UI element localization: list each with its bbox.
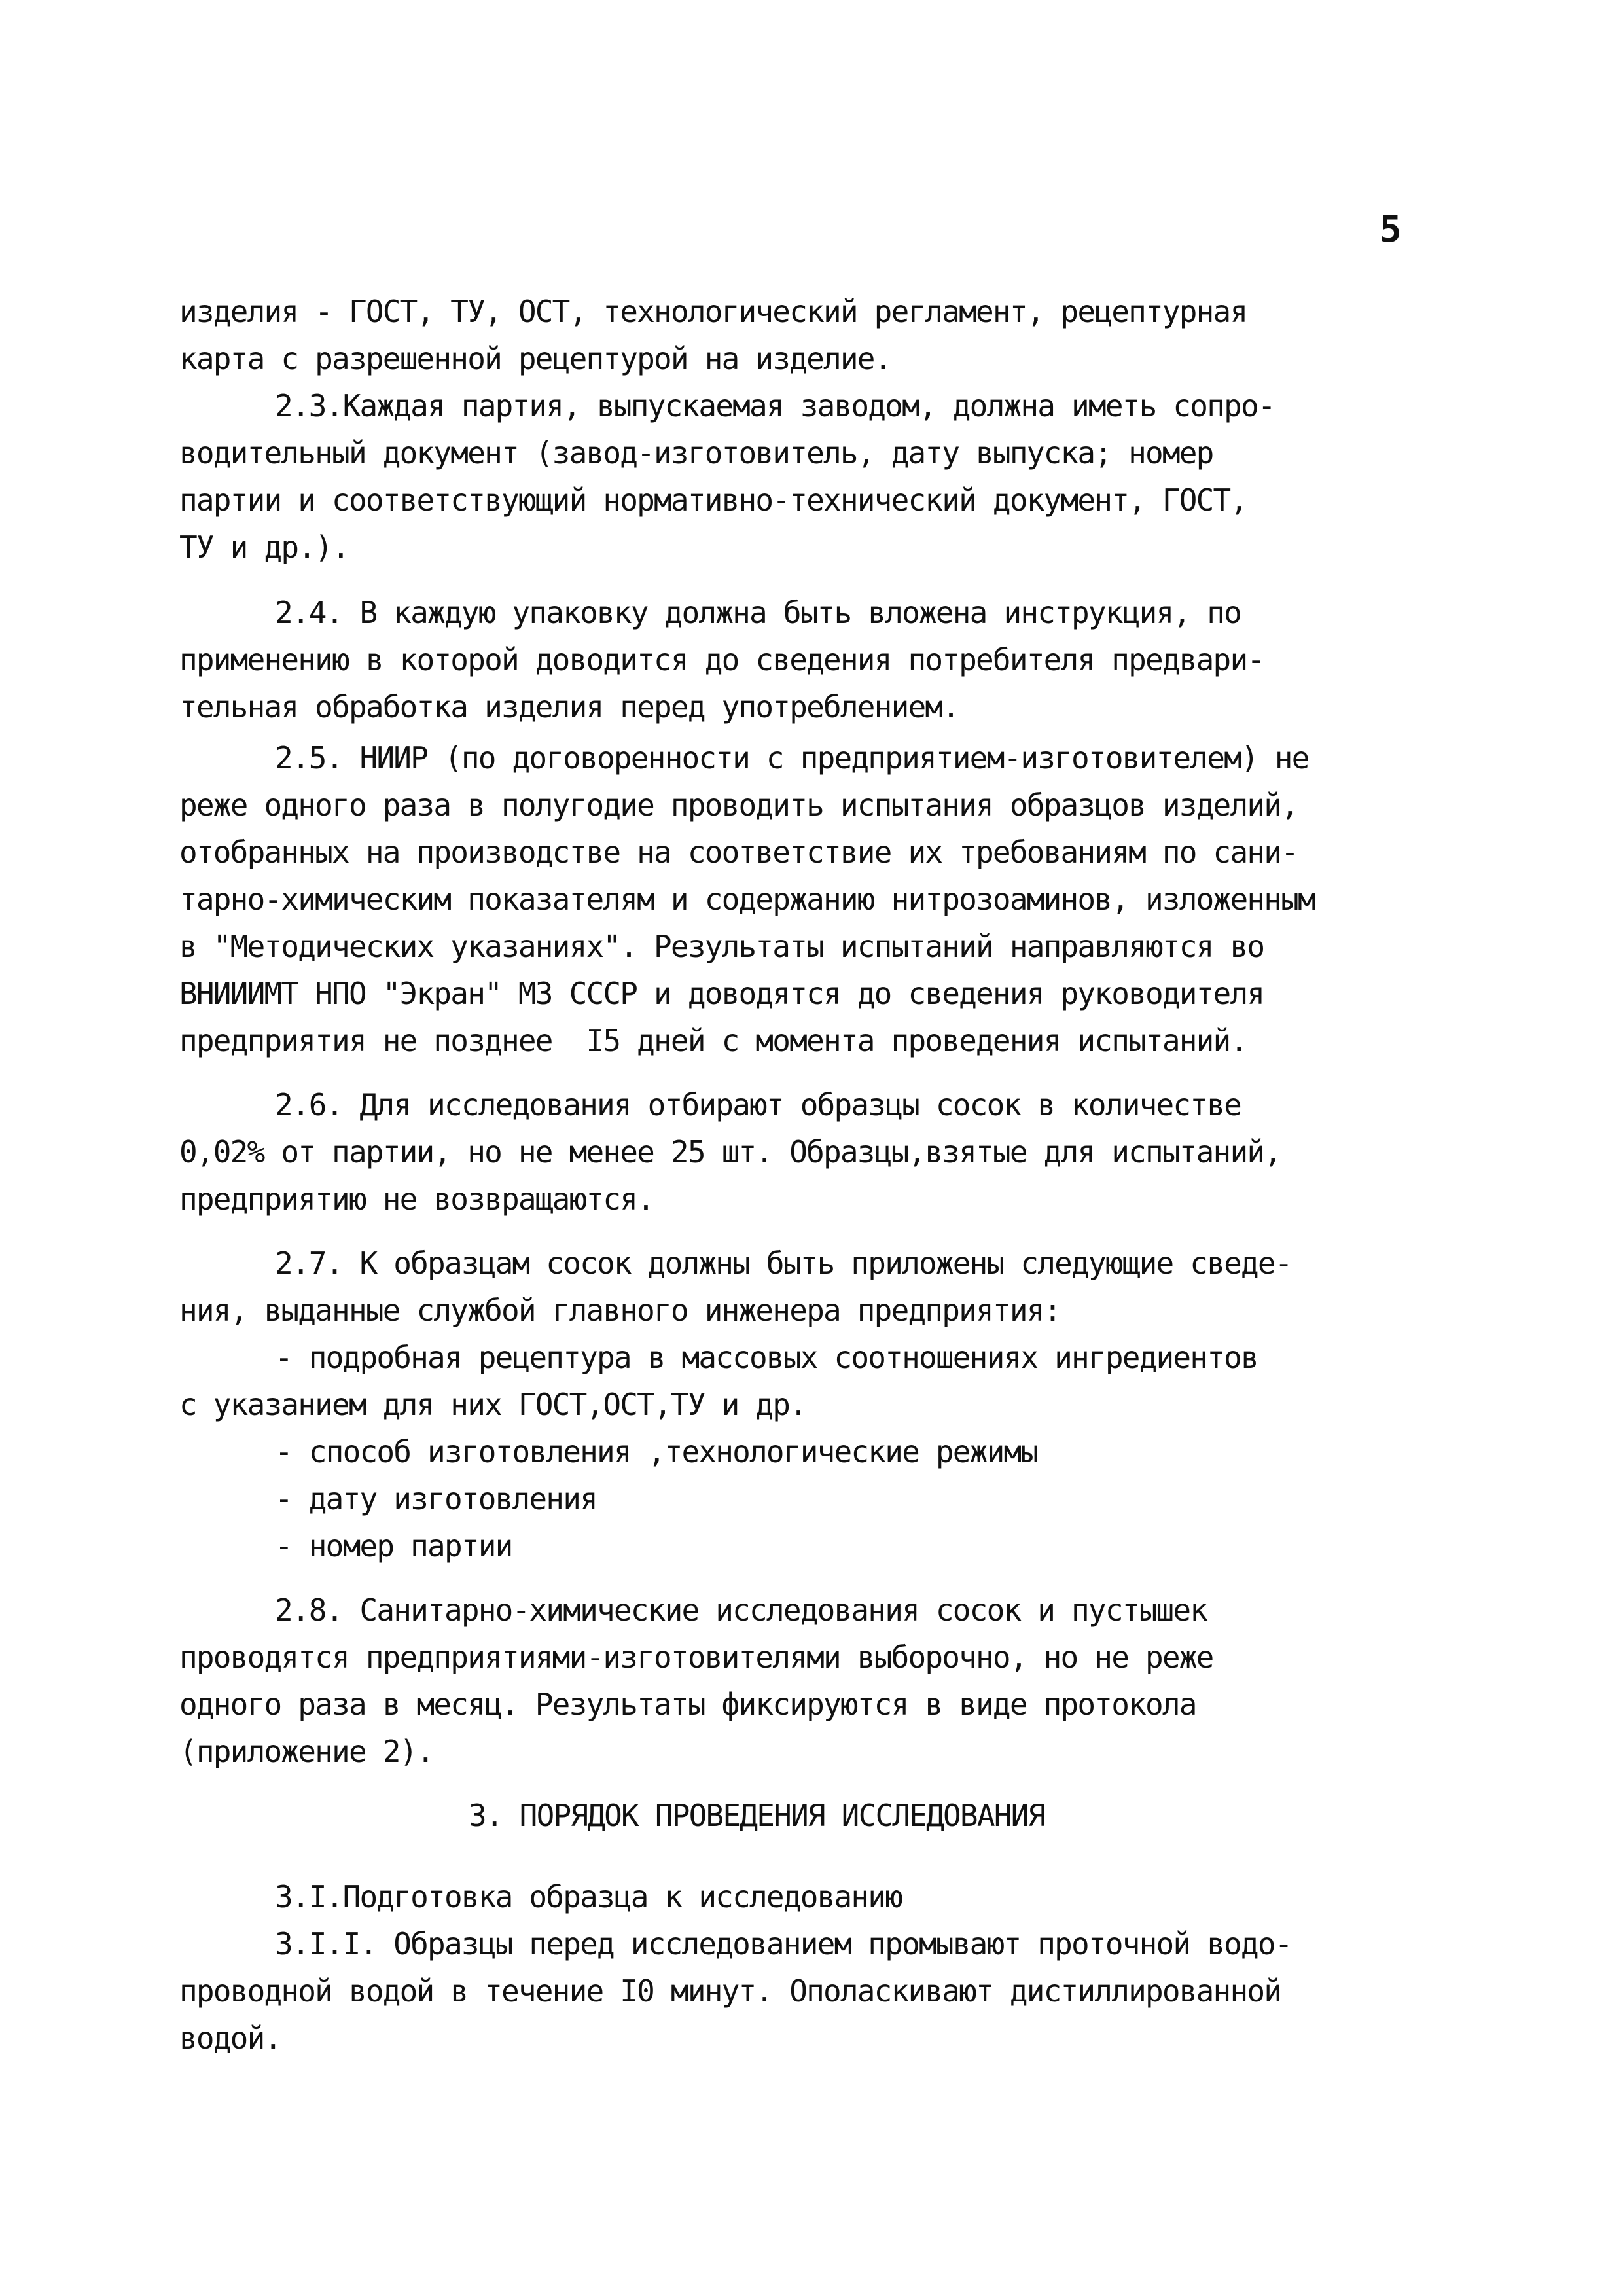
subsection-heading: 3.I.Подготовка образца к исследованию [275, 1879, 902, 1914]
text-line: карта с разрешенной рецептурой на изделие. [179, 341, 891, 376]
text-line: ВНИИИМТ НПО "Экран" МЗ СССР и доводятся до сведения руководителя [179, 976, 1264, 1011]
text-line: 2.4. В каждую упаковку должна быть вложена инструкция, по [275, 595, 1241, 630]
text-line: ТУ и др.). [179, 529, 349, 565]
text-line: 3.I.I. Образцы перед исследованием промывают проточной водо- [275, 1926, 1292, 1962]
text-line: отобранных на производстве на соответствие их требованиям по сани- [179, 834, 1298, 870]
text-line: предприятию не возвращаются. [179, 1181, 654, 1217]
text-line: применению в которой доводится до сведения потребителя предвари- [179, 642, 1264, 677]
page-number: 5 [1380, 208, 1402, 251]
text-line: одного раза в месяц. Результаты фиксируются в виде протокола [179, 1687, 1196, 1722]
text-line: тельная обработка изделия перед употреблением. [179, 689, 959, 725]
text-line: партии и соответствующий нормативно-технический документ, ГОСТ, [179, 482, 1247, 518]
text-line: 2.5. НИИР (по договоренности с предприятием-изготовителем) не [275, 740, 1309, 776]
section-heading: 3. ПОРЯДОК ПРОВЕДЕНИЯ ИССЛЕДОВАНИЯ [469, 1798, 1045, 1833]
text-line: водительный документ (завод-изготовитель, дату выпуска; номер [179, 435, 1213, 471]
text-line: ния, выданные службой главного инженера предприятия: [179, 1293, 1061, 1328]
list-item: - способ изготовления ,технологические режимы [275, 1434, 1038, 1469]
list-item: - дату изготовления [275, 1481, 597, 1516]
text-line: водой. [179, 2020, 281, 2056]
text-line: изделия - ГОСТ, ТУ, ОСТ, технологический регламент, рецептурная [179, 294, 1247, 329]
text-line: 0,02% от партии, но не менее 25 шт. Образцы,взятые для испытаний, [179, 1134, 1281, 1170]
text-line: (приложение 2). [179, 1734, 434, 1769]
list-item: - подробная рецептура в массовых соотношениях ингредиентов [275, 1340, 1258, 1375]
text-line: в "Методических указаниях". Результаты испытаний направляются во [179, 929, 1264, 964]
text-line: 2.3.Каждая партия, выпускаемая заводом, должна иметь сопро- [275, 388, 1275, 423]
text-line: 2.8. Санитарно-химические исследования сосок и пустышек [275, 1592, 1207, 1628]
text-line: реже одного раза в полугодие проводить испытания образцов изделий, [179, 787, 1298, 823]
text-line: проводной водой в течение I0 минут. Ополаскивают дистиллированной [179, 1973, 1281, 2009]
text-line: проводятся предприятиями-изготовителями выборочно, но не реже [179, 1640, 1213, 1675]
text-line: 2.6. Для исследования отбирают образцы сосок в количестве [275, 1087, 1241, 1122]
list-item: - номер партии [275, 1528, 512, 1564]
text-line: с указанием для них ГОСТ,ОСТ,ТУ и др. [179, 1387, 807, 1422]
text-line: предприятия не позднее I5 дней с момента проведения испытаний. [179, 1023, 1247, 1058]
text-line: тарно-химическим показателям и содержанию нитрозоаминов, изложенным [179, 882, 1315, 917]
text-line: 2.7. К образцам сосок должны быть приложены следующие сведе- [275, 1246, 1292, 1281]
